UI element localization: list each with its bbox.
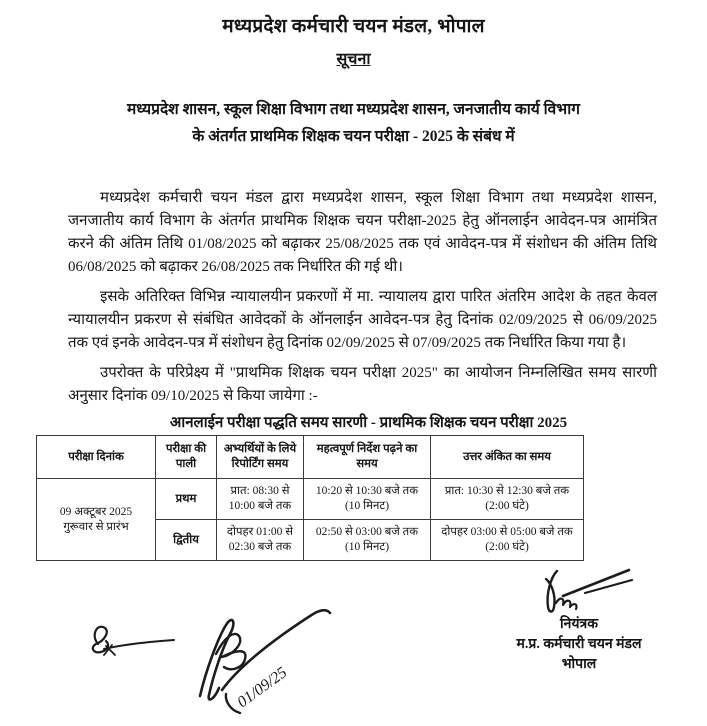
paragraph-extension-dates: मध्यप्रदेश कर्मचारी चयन मंडल द्वारा मध्यप्रदेश शासन, स्कूल शिक्षा विभाग तथा मध्यप्रदेश शासन, जनजातीय कार्य विभाग के अंतर्गत प्राथमिक शिक्षक चयन परीक्षा-2025 हेतु ऑनलाईन आवेदन-पत्र आमंत्रित करने की अंतिम तिथि 01/08/2025 को बढ़ाकर 25/08/2025 तक एवं आवेदन-पत्र में संशोधन की अंतिम तिथि 06/08/2025 को बढ़ाकर 26/08/2025 तक निर्धारित की गई थी। bbox=[68, 190, 657, 275]
notice-label-row bbox=[0, 47, 707, 69]
subject-heading-line1: मध्यप्रदेश शासन, स्कूल शिक्षा विभाग तथा मध्यप्रदेश शासन, जनजातीय कार्य विभाग bbox=[127, 101, 580, 118]
exam-schedule-table bbox=[36, 435, 584, 561]
handwritten-date: 01/09/25 bbox=[234, 664, 291, 712]
notice-label: सूचना bbox=[336, 51, 371, 68]
body-content bbox=[68, 187, 657, 408]
instructions-first-cell: 10:20 से 10:30 बजे तक (10 मिनट) bbox=[304, 479, 431, 520]
authority-signature-block bbox=[468, 563, 690, 675]
header-exam-date: परीक्षा दिनांक bbox=[37, 436, 156, 479]
instructions-second-cell: 02:50 से 03:00 बजे तक (10 मिनट) bbox=[304, 520, 431, 561]
answering-first-cell: प्रात: 10:30 से 12:30 बजे तक (2:00 घंटे) bbox=[431, 479, 584, 520]
signatory-organization: म.प्र. कर्मचारी चयन मंडल bbox=[516, 637, 642, 652]
header-reporting-time: अभ्यर्थियों के लिये रिपोर्टिंग समय bbox=[217, 436, 304, 479]
exam-date-line1: 09 अक्टूबर 2025 bbox=[59, 505, 133, 518]
answering-second-cell: दोपहर 03:00 से 05:00 बजे तक (2:00 घंटे) bbox=[431, 520, 584, 561]
paragraph-court-cases: इसके अतिरिक्त विभिन्न न्यायालयीन प्रकरणों में मा. न्यायालय द्वारा पारित अंतरिम आदेश के तहत केवल न्यायालयीन प्रकरण से संबंधित आवेदकों के ऑनलाईन आवेदन-पत्र हेतु दिनांक 02/09/2025 से 06/09/2025 तक एवं इनके आवेदन-पत्र में संशोधन हेतु दिनांक 02/09/2025 से 07/09/2025 तक निर्धारित किया गया है। bbox=[68, 289, 657, 351]
paragraph-exam-announcement: उपरोक्त के परिप्रेक्ष्य में "प्राथमिक शिक्षक चयन परीक्षा 2025" का आयोजन निम्नलिखित समय सारणी अनुसार दिनांक 09/10/2025 से किया जायेगा :- bbox=[68, 365, 657, 404]
subject-heading-line2: के अंतर्गत प्राथमिक शिक्षक चयन परीक्षा - 2025 के संबंध में bbox=[192, 128, 515, 145]
table-row bbox=[37, 479, 584, 520]
signatory-city: भोपाल bbox=[561, 657, 597, 672]
shift-second-cell: द्वितीय bbox=[156, 520, 217, 561]
exam-date-cell bbox=[37, 479, 156, 561]
header-shift: परीक्षा की पाली bbox=[156, 436, 217, 479]
verification-signature-large-image bbox=[158, 598, 348, 723]
page-title: मध्यप्रदेश कर्मचारी चयन मंडल, भोपाल bbox=[222, 16, 485, 37]
schedule-table-header bbox=[37, 436, 584, 479]
reporting-first-cell: प्रात: 08:30 से 10:00 बजे तक bbox=[217, 479, 304, 520]
header-row bbox=[37, 436, 584, 479]
schedule-table-title: आनलाईन परीक्षा पद्धति समय सारणी - प्राथमिक शिक्षक चयन परीक्षा 2025 bbox=[169, 415, 568, 431]
header-instruction-time: महत्वपूर्ण निर्देश पढ़ने का समय bbox=[304, 436, 431, 479]
signatory-details bbox=[468, 615, 690, 675]
reporting-second-cell: दोपहर 01:00 से 02:30 बजे तक bbox=[217, 520, 304, 561]
exam-date-line2: गुरूवार से प्रारंभ bbox=[63, 520, 129, 533]
header-answering-time: उत्तर अंकित का समय bbox=[431, 436, 584, 479]
subject-heading bbox=[40, 96, 667, 150]
verification-signature-large bbox=[158, 598, 348, 726]
signatory-designation: नियंत्रक bbox=[560, 617, 598, 632]
controller-signature-image bbox=[519, 563, 639, 615]
shift-first-cell: प्रथम bbox=[156, 479, 217, 520]
